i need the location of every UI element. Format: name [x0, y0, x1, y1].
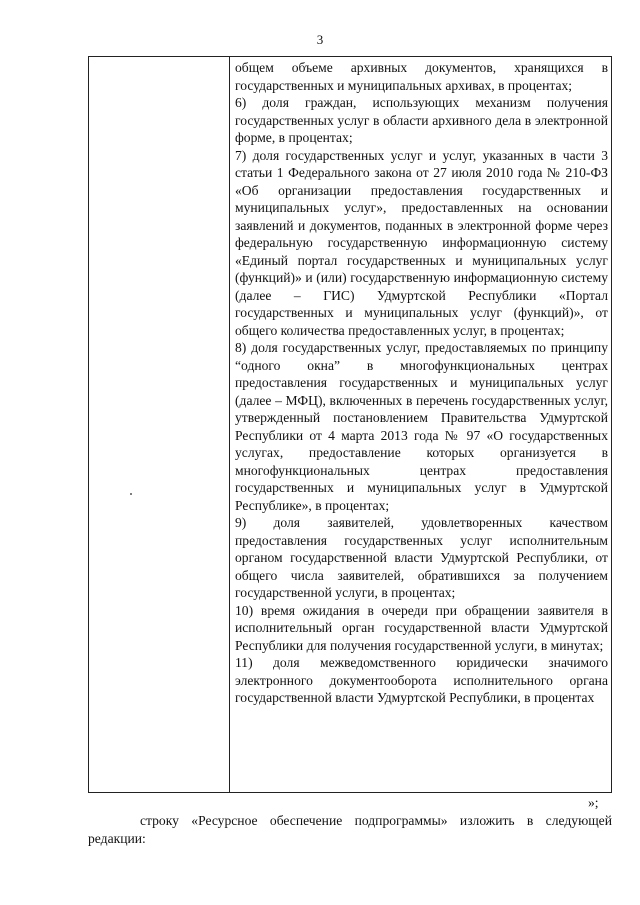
indicator-item-10: 10) время ожидания в очереди при обращении заявителя в исполнительный орган государственной власти Удмуртской Республики для получения государственной услуги, в минутах; [235, 602, 608, 653]
closing-quote: »; [588, 795, 599, 810]
scan-dot-mark [130, 493, 132, 495]
instruction-paragraph: строку «Ресурсное обеспечение подпрограммы» изложить в следующей редакции: [88, 813, 612, 846]
indicator-item-7: 7) доля государственных услуг и услуг, указанных в части 3 статьи 1 Федерального закона от 27 июля 2010 года № 210-ФЗ «Об организации предоставления государственных и муниципальных услуг», предоставленных на основании заявлений и документов, поданных в электронной форме через федеральную государственную информационную систему «Единый портал государственных и муниципальных услуг (функций)» и (или) государственную информационную систему (далее – ГИС) Удмуртской Республики «Портал государственных и муниципальных услуг (функций)», от общего количества предоставленных услуг, в процентах; [235, 147, 608, 338]
table-left-cell [89, 57, 230, 792]
indicator-item-11: 11) доля межведомственного юридически значимого электронного документооборота исполнительного органа государственной власти Удмуртской Республики, в процентах [235, 655, 608, 705]
indicator-item-continuation: общем объеме архивных документов, хранящихся в государственных и муниципальных архивах, в процентах; [235, 60, 608, 93]
table-right-cell [230, 57, 613, 792]
indicator-item-6: 6) доля граждан, использующих механизм получения государственных услуг в области архивного дела в электронной форме, в процентах; [235, 95, 608, 145]
indicator-item-9: 9) доля заявителей, удовлетворенных качеством предоставления государственных услуг исполнительным органом государственной власти Удмуртской Республики, от общего числа заявителей, обратившихся за получением государственной услуги, в процентах; [235, 515, 608, 600]
indicators-table [88, 56, 612, 793]
indicator-item-8: 8) доля государственных услуг, предоставляемых по принципу “одного окна” в многофункциональных центрах предоставления государственных и муниципальных услуг (далее – МФЦ), включенных в перечень государственных услуг, утвержденный постановлением Правительства Удмуртской Республики от 4 марта 2013 года № 97 «О государственных услугах, предоставление которых организуется в многофункциональных центрах предоставления государственных и муниципальных услуг в Удмуртской Республике», в процентах; [235, 340, 608, 513]
page-number: 3 [316, 32, 324, 47]
